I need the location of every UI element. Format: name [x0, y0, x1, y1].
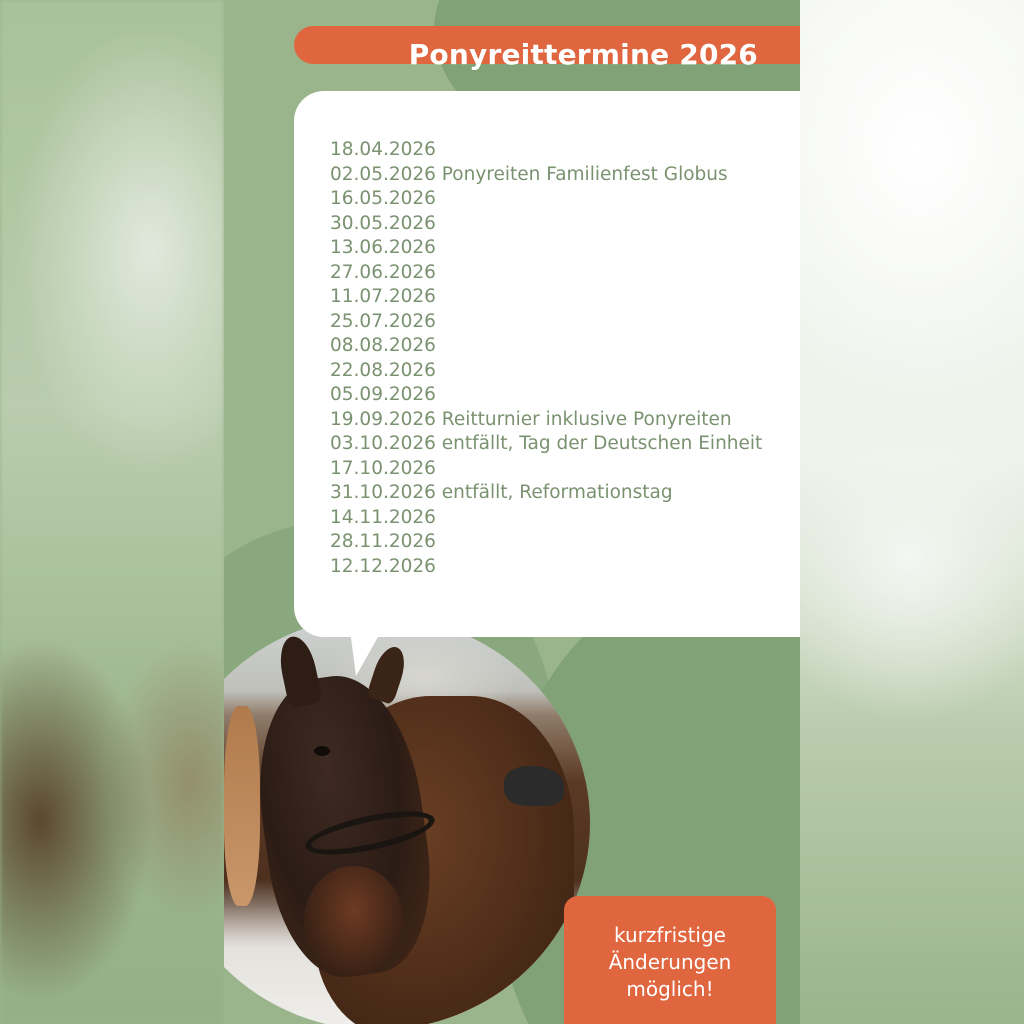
notice-line: kurzfristige [613, 923, 726, 947]
date-item: 16.05.2026 [330, 188, 436, 209]
date-item: 14.11.2026 [330, 506, 436, 528]
blurred-background-left [0, 0, 224, 1024]
poster [224, 0, 800, 1024]
date-item: 30.05.2026 [330, 212, 436, 234]
date-item: 28.11.2026 [330, 531, 436, 552]
date-item: 22.08.2026 [330, 359, 436, 381]
date-item: 18.04.2026 [330, 139, 436, 160]
page-title: Ponyreittermine 2026 [408, 38, 758, 71]
pony-leg [224, 706, 260, 906]
date-item: 03.10.2026 entfällt, Tag der Deutschen Einheit [330, 433, 763, 454]
date-list [330, 138, 762, 579]
date-item: 31.10.2026 entfällt, Reformationstag [330, 482, 673, 503]
notice-text [564, 922, 776, 1003]
blurred-background-right [800, 0, 1024, 1024]
horse-eye [314, 746, 330, 756]
horse-ear [275, 633, 323, 709]
glove [504, 766, 564, 806]
date-item: 27.06.2026 [330, 261, 436, 283]
date-item: 11.07.2026 [330, 286, 436, 307]
date-item: 13.06.2026 [330, 237, 436, 258]
date-item: 19.09.2026 Reitturnier inklusive Ponyreiten [330, 408, 732, 430]
notice-line: möglich! [626, 977, 714, 1001]
notice-line: Änderungen [608, 950, 732, 974]
date-item: 05.09.2026 [330, 384, 436, 405]
speech-bubble-tail [350, 630, 382, 676]
horse-muzzle [304, 866, 404, 976]
date-item: 02.05.2026 Ponyreiten Familienfest Globus [330, 163, 728, 185]
date-item: 25.07.2026 [330, 310, 436, 332]
date-item: 08.08.2026 [330, 335, 436, 356]
date-item: 12.12.2026 [330, 555, 436, 577]
date-item: 17.10.2026 [330, 457, 436, 479]
